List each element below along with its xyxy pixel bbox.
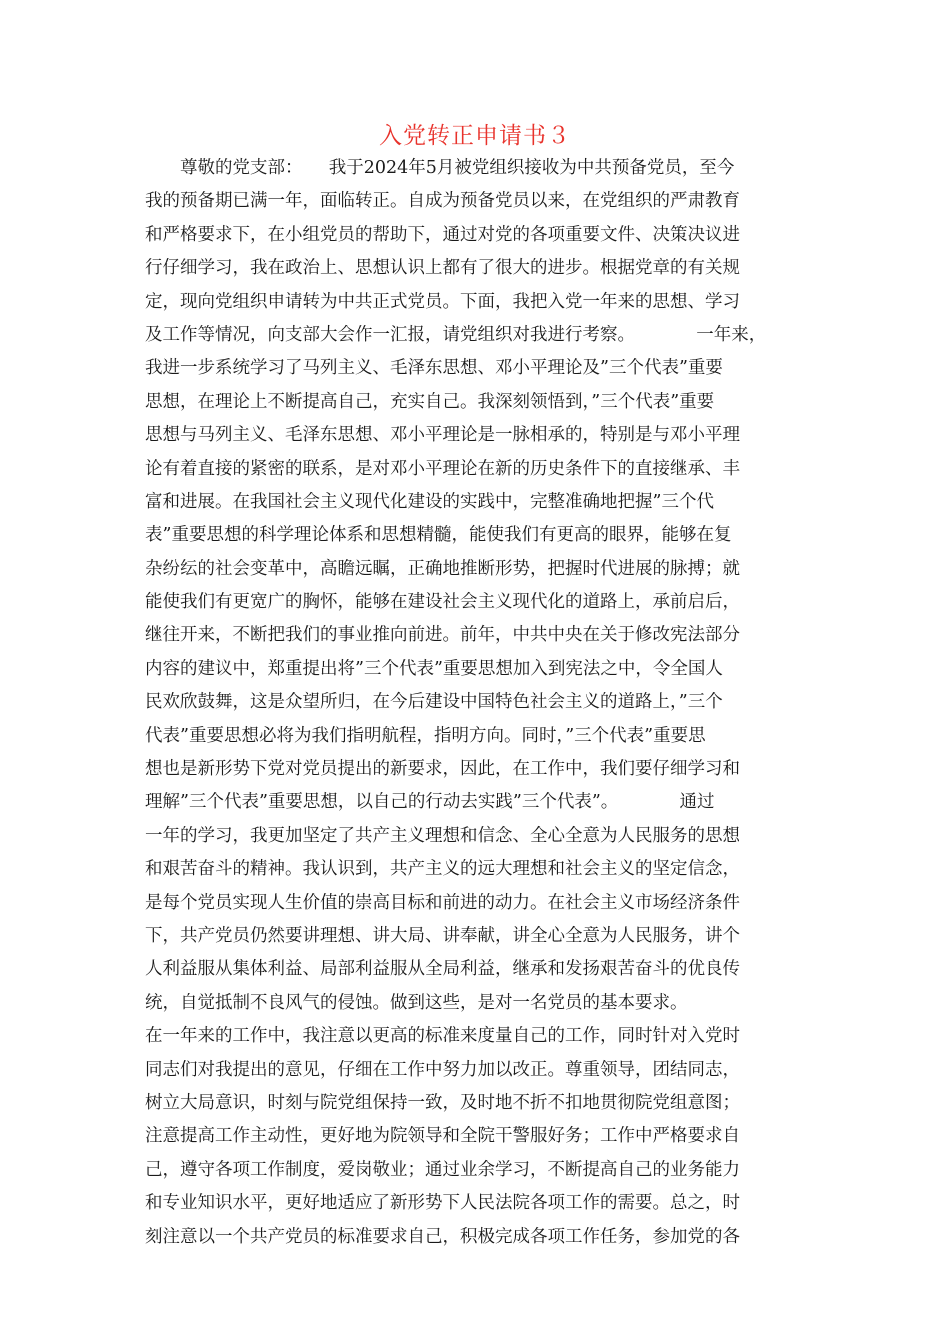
body-line: 想也是新形势下党对党员提出的新要求，因此，在工作中，我们要仔细学习和 (145, 759, 740, 780)
document-title: 入党转正申请书３ (379, 123, 571, 149)
body-line: 民欢欣鼓舞，这是众望所归，在今后建设中国特色社会主义的道路上，”三个 (145, 692, 723, 713)
body-line: 统，自觉抵制不良风气的侵蚀。做到这些，是对一名党员的基本要求。 (145, 992, 688, 1013)
body-line: 注意提高工作主动性，更好地为院领导和全院干警服好务；工作中严格要求自 (145, 1126, 740, 1147)
body-line: 树立大局意识，时刻与院党组保持一致，及时地不折不扣地贯彻院党组意图； (145, 1092, 740, 1113)
body-line: 己，遵守各项工作制度，爱岗敬业；通过业余学习，不断提高自己的业务能力 (145, 1159, 740, 1180)
body-line: 一年的学习，我更加坚定了共产主义理想和信念、全心全意为人民服务的思想 (145, 825, 740, 846)
body-line: 理解”三个代表”重要思想，以自己的行动去实践”三个代表”。 通过 (145, 792, 715, 813)
body-line: 刻注意以一个共产党员的标准要求自己，积极完成各项工作任务，参加党的各 (145, 1226, 740, 1247)
body-line: 表”重要思想的科学理论体系和思想精髓，能使我们有更高的眼界，能够在复 (145, 525, 732, 546)
body-line: 和艰苦奋斗的精神。我认识到，共产主义的远大理想和社会主义的坚定信念， (145, 859, 740, 880)
body-line: 代表”重要思想必将为我们指明航程，指明方向。同时，”三个代表”重要思 (145, 725, 706, 746)
document-body (145, 152, 815, 1254)
body-line: 论有着直接的紧密的联系，是对邓小平理论在新的历史条件下的直接继承、丰 (145, 458, 740, 479)
body-line: 尊敬的党支部： 我于2024年5月被党组织接收为中共预备党员，至今 (145, 158, 735, 178)
body-line: 内容的建议中，郑重提出将”三个代表”重要思想加入到宪法之中，令全国人 (145, 658, 723, 679)
body-line: 定，现向党组织申请转为中共正式党员。下面，我把入党一年来的思想、学习 (145, 291, 740, 312)
body-line: 是每个党员实现人生价值的崇高目标和前进的动力。在社会主义市场经济条件 (145, 892, 740, 913)
body-line: 同志们对我提出的意见，仔细在工作中努力加以改正。尊重领导，团结同志， (145, 1059, 740, 1080)
body-line: 能使我们有更宽广的胸怀，能够在建设社会主义现代化的道路上，承前启后， (145, 592, 740, 613)
body-line: 思想，在理论上不断提高自己，充实自己。我深刻领悟到，”三个代表”重要 (145, 391, 715, 412)
body-line: 思想与马列主义、毛泽东思想、邓小平理论是一脉相承的，特别是与邓小平理 (145, 425, 740, 446)
body-line: 我的预备期已满一年，面临转正。自成为预备党员以来，在党组织的严肃教育 (145, 191, 740, 212)
body-line: 继往开来，不断把我们的事业推向前进。前年，中共中央在关于修改宪法部分 (145, 625, 740, 646)
body-line: 和专业知识水平，更好地适应了新形势下人民法院各项工作的需要。总之，时 (145, 1193, 740, 1214)
body-line: 及工作等情况，向支部大会作一汇报，请党组织对我进行考察。 一年来， (145, 324, 767, 345)
body-line: 行仔细学习，我在政治上、思想认识上都有了很大的进步。根据党章的有关规 (145, 258, 740, 279)
body-line: 在一年来的工作中，我注意以更高的标准来度量自己的工作，同时针对入党时 (145, 1026, 740, 1047)
body-line: 我进一步系统学习了马列主义、毛泽东思想、邓小平理论及”三个代表”重要 (145, 358, 723, 379)
body-line: 杂纷纭的社会变革中，高瞻远瞩，正确地推断形势，把握时代进展的脉搏；就 (145, 558, 740, 579)
body-line: 下，共产党员仍然要讲理想、讲大局、讲奉献，讲全心全意为人民服务，讲个 (145, 925, 740, 946)
body-line: 人利益服从集体利益、局部利益服从全局利益，继承和发扬艰苦奋斗的优良传 (145, 959, 740, 980)
body-line: 富和进展。在我国社会主义现代化建设的实践中，完整准确地把握”三个代 (145, 491, 714, 512)
body-line: 和严格要求下，在小组党员的帮助下，通过对党的各项重要文件、决策决议进 (145, 224, 740, 245)
